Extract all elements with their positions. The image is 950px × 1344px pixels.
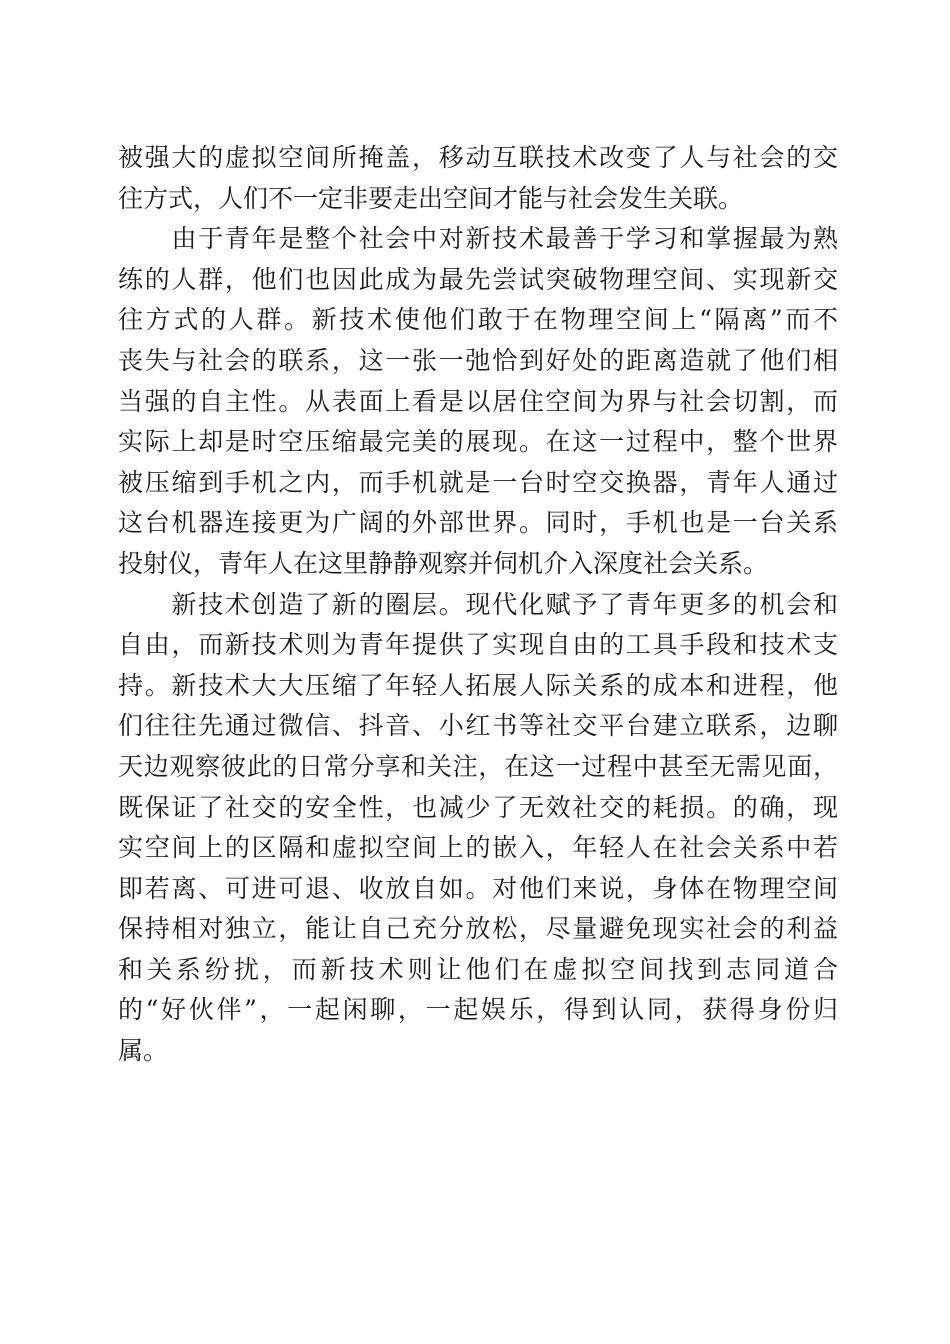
paragraph-3-line-4: 们往往先通过微信、抖音、小红书等社交平台建立联系，边聊 <box>118 711 838 741</box>
paragraph-2-line-6: 实际上却是时空压缩最完美的展现。在这一过程中，整个世界 <box>118 427 838 457</box>
paragraph-3-line-2: 自由，而新技术则为青年提供了实现自由的工具手段和技术支 <box>118 630 838 660</box>
paragraph-2-line-8: 这台机器连接更为广阔的外部世界。同时，手机也是一台关系 <box>118 508 838 538</box>
paragraph-2-line-1: 由于青年是整个社会中对新技术最善于学习和掌握最为熟 <box>118 224 838 254</box>
paragraph-2-line-7: 被压缩到手机之内，而手机就是一台时空交换器，青年人通过 <box>118 467 838 497</box>
paragraph-3-line-8: 即若离、可进可退、收放自如。对他们来说，身体在物理空间 <box>118 873 838 903</box>
paragraph-3-line-11: 的“好伙伴”，一起闲聊，一起娱乐，得到认同，获得身份归 <box>118 995 838 1025</box>
paragraph-3-line-9: 保持相对独立，能让自己充分放松，尽量避免现实社会的利益 <box>118 914 838 944</box>
paragraph-3-line-5: 天边观察彼此的日常分享和关注，在这一过程中甚至无需见面， <box>118 751 838 781</box>
paragraph-2-line-5: 当强的自主性。从表面上看是以居住空间为界与社会切割，而 <box>118 386 838 416</box>
paragraph-3-line-12: 属。 <box>118 1036 169 1066</box>
paragraph-1-line-2: 往方式，人们不一定非要走出空间才能与社会发生关联。 <box>118 183 744 213</box>
paragraph-3-line-10: 和关系纷扰，而新技术则让他们在虚拟空间找到志同道合 <box>118 954 838 984</box>
paragraph-2-line-3: 往方式的人群。新技术使他们敢于在物理空间上“隔离”而不 <box>118 305 838 335</box>
paragraph-2-line-2: 练的人群，他们也因此成为最先尝试突破物理空间、实现新交 <box>118 264 838 294</box>
paragraph-3-line-3: 持。新技术大大压缩了年轻人拓展人际关系的成本和进程，他 <box>118 670 838 700</box>
body-text <box>118 138 838 1072</box>
paragraph-1-line-1: 被强大的虚拟空间所掩盖，移动互联技术改变了人与社会的交 <box>118 143 838 172</box>
paragraph-2-line-9: 投射仪，青年人在这里静静观察并伺机介入深度社会关系。 <box>118 548 769 578</box>
paragraph-2-line-4: 丧失与社会的联系，这一张一弛恰到好处的距离造就了他们相 <box>118 345 838 375</box>
paragraph-3-line-7: 实空间上的区隔和虚拟空间上的嵌入，年轻人在社会关系中若 <box>118 833 838 863</box>
paragraph-3-line-6: 既保证了社交的安全性，也减少了无效社交的耗损。的确，现 <box>118 792 838 822</box>
paragraph-3-line-1: 新技术创造了新的圈层。现代化赋予了青年更多的机会和 <box>118 589 838 619</box>
